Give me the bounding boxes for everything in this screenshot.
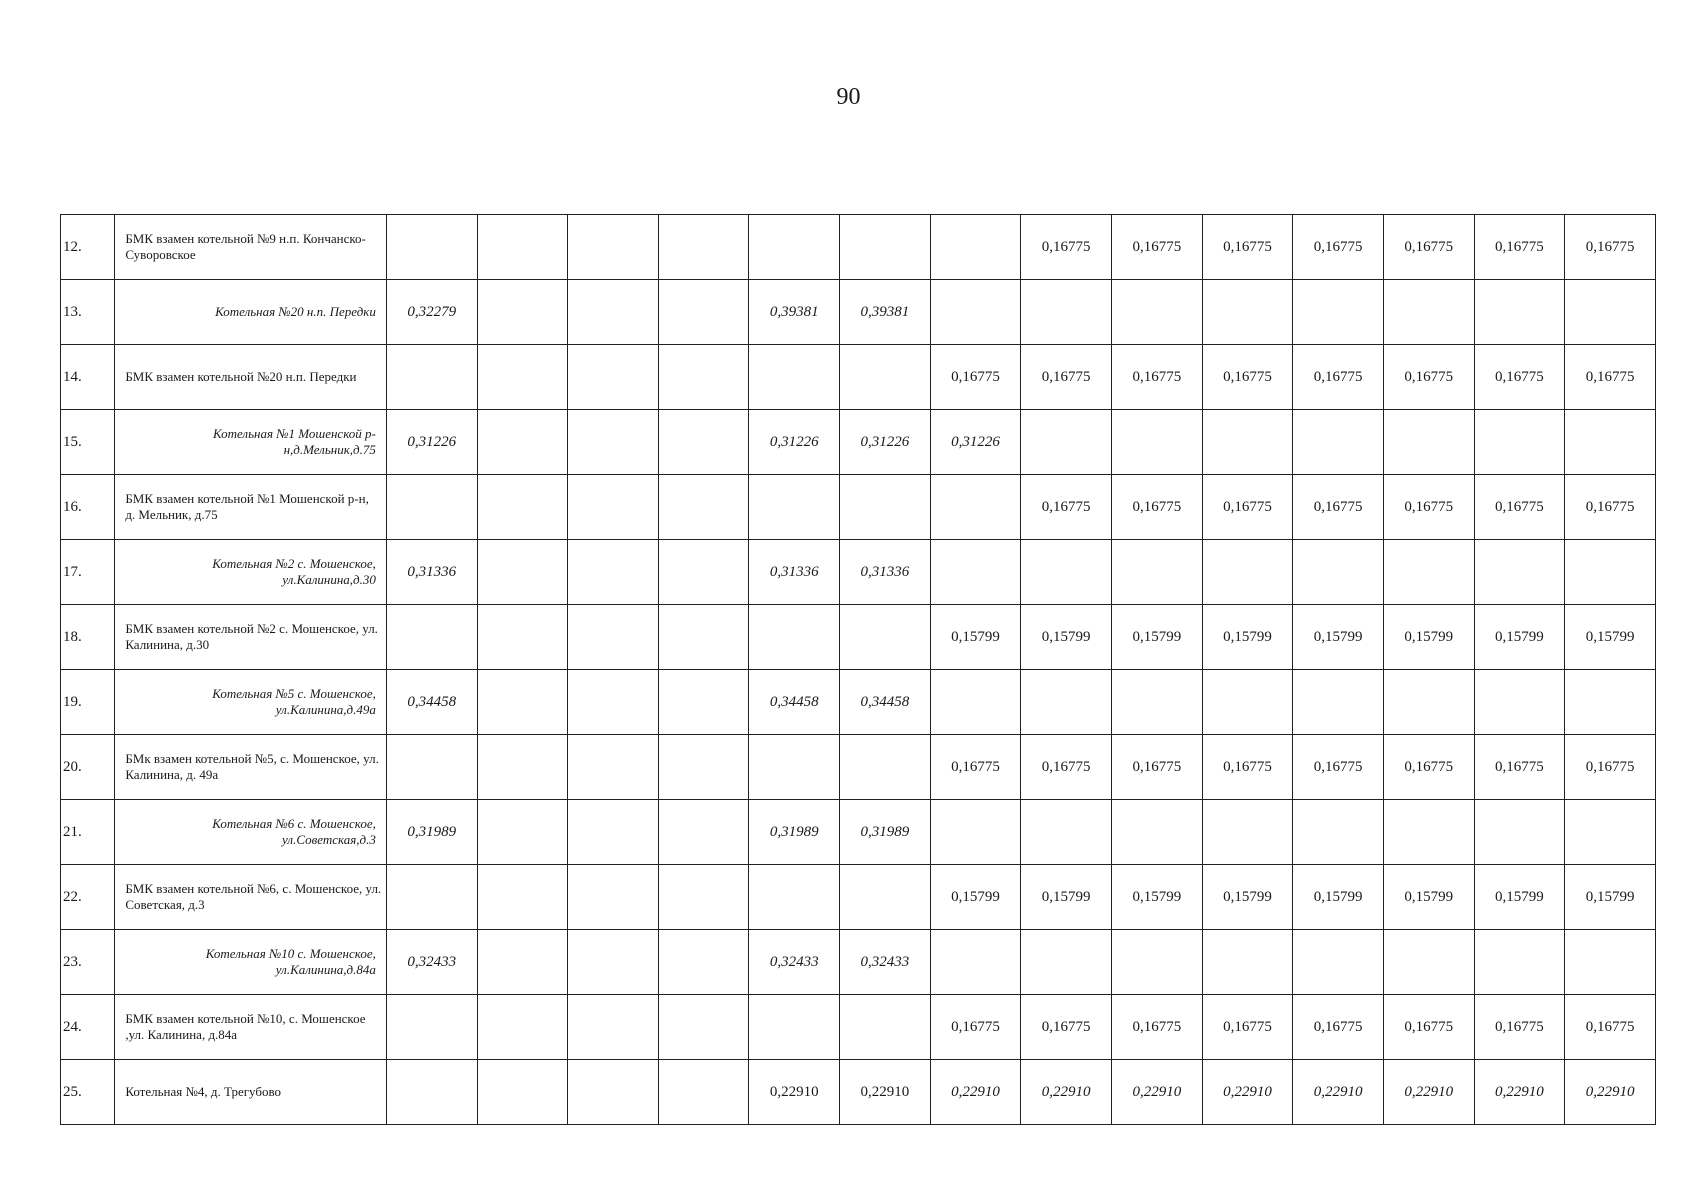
value-cell: 0,34458 [749, 670, 840, 735]
table-row [61, 930, 1656, 995]
value-cell: 0,16775 [1383, 345, 1474, 410]
value-cell [386, 735, 477, 800]
value-cell: 0,16775 [1383, 475, 1474, 540]
value-cell: 0,16775 [1112, 345, 1203, 410]
table-row [61, 345, 1656, 410]
row-number: 16. [61, 475, 115, 540]
value-cell [658, 670, 749, 735]
value-cell: 0,15799 [1202, 865, 1293, 930]
value-cell: 0,22910 [1383, 1060, 1474, 1125]
value-cell: 0,31226 [386, 410, 477, 475]
row-number: 12. [61, 215, 115, 280]
value-cell [749, 475, 840, 540]
value-cell: 0,16775 [1293, 345, 1384, 410]
value-cell [658, 800, 749, 865]
value-cell [1565, 670, 1656, 735]
value-cell [568, 540, 659, 605]
value-cell [568, 1060, 659, 1125]
table-row [61, 475, 1656, 540]
value-cell [1112, 410, 1203, 475]
value-cell: 0,15799 [1293, 865, 1384, 930]
value-cell [930, 540, 1021, 605]
value-cell [1202, 930, 1293, 995]
value-cell [568, 345, 659, 410]
value-cell [930, 280, 1021, 345]
value-cell: 0,16775 [1112, 475, 1203, 540]
value-cell [658, 930, 749, 995]
value-cell [749, 735, 840, 800]
value-cell: 0,16775 [930, 735, 1021, 800]
value-cell: 0,31989 [749, 800, 840, 865]
value-cell [568, 800, 659, 865]
facility-name: Котельная №6 с. Мошенское, ул.Советская,д.3 [115, 800, 387, 865]
value-cell: 0,15799 [1474, 865, 1565, 930]
value-cell [1112, 280, 1203, 345]
value-cell: 0,16775 [1021, 735, 1112, 800]
value-cell: 0,16775 [1565, 475, 1656, 540]
value-cell [1474, 800, 1565, 865]
value-cell: 0,16775 [1293, 215, 1384, 280]
value-cell: 0,22910 [1293, 1060, 1384, 1125]
value-cell [477, 670, 568, 735]
value-cell: 0,16775 [1474, 995, 1565, 1060]
value-cell: 0,16775 [1202, 995, 1293, 1060]
row-number: 25. [61, 1060, 115, 1125]
value-cell [386, 475, 477, 540]
value-cell: 0,16775 [1021, 215, 1112, 280]
value-cell: 0,16775 [1383, 735, 1474, 800]
value-cell [1021, 930, 1112, 995]
value-cell: 0,16775 [1112, 215, 1203, 280]
value-cell [749, 215, 840, 280]
value-cell [477, 475, 568, 540]
value-cell: 0,32279 [386, 280, 477, 345]
facility-name: БМК взамен котельной №20 н.п. Передки [115, 345, 387, 410]
facility-name: Котельная №1 Мошенской р-н,д.Мельник,д.75 [115, 410, 387, 475]
value-cell [658, 475, 749, 540]
value-cell [840, 865, 931, 930]
value-cell [749, 605, 840, 670]
value-cell [930, 475, 1021, 540]
value-cell: 0,31336 [749, 540, 840, 605]
value-cell: 0,15799 [1565, 865, 1656, 930]
value-cell: 0,16775 [1565, 215, 1656, 280]
value-cell [477, 1060, 568, 1125]
value-cell [1021, 670, 1112, 735]
value-cell [477, 865, 568, 930]
row-number: 18. [61, 605, 115, 670]
value-cell [477, 735, 568, 800]
value-cell [840, 215, 931, 280]
value-cell [1383, 280, 1474, 345]
value-cell [1474, 930, 1565, 995]
value-cell [1293, 410, 1384, 475]
value-cell [568, 865, 659, 930]
value-cell [568, 605, 659, 670]
value-cell [386, 1060, 477, 1125]
value-cell: 0,16775 [930, 345, 1021, 410]
value-cell [1383, 800, 1474, 865]
tariff-table [60, 214, 1656, 1125]
facility-name: БМК взамен котельной №6, с. Мошенское, ул. Советская, д.3 [115, 865, 387, 930]
value-cell [1565, 280, 1656, 345]
value-cell [1565, 540, 1656, 605]
value-cell: 0,16775 [1021, 995, 1112, 1060]
value-cell [1293, 800, 1384, 865]
value-cell: 0,31989 [840, 800, 931, 865]
value-cell [840, 345, 931, 410]
value-cell [386, 605, 477, 670]
value-cell: 0,22910 [930, 1060, 1021, 1125]
value-cell [386, 215, 477, 280]
value-cell [930, 930, 1021, 995]
value-cell: 0,16775 [1293, 475, 1384, 540]
value-cell [1383, 410, 1474, 475]
value-cell [658, 735, 749, 800]
facility-name: Котельная №2 с. Мошенское, ул.Калинина,д.30 [115, 540, 387, 605]
table-row [61, 670, 1656, 735]
facility-name: Котельная №10 с. Мошенское, ул.Калинина,д.84а [115, 930, 387, 995]
value-cell: 0,15799 [1112, 605, 1203, 670]
value-cell [568, 930, 659, 995]
value-cell: 0,22910 [1565, 1060, 1656, 1125]
value-cell [1565, 800, 1656, 865]
value-cell [658, 215, 749, 280]
facility-name: Котельная №4, д. Трегубово [115, 1060, 387, 1125]
table-row [61, 605, 1656, 670]
value-cell: 0,16775 [1565, 735, 1656, 800]
table-row [61, 865, 1656, 930]
value-cell [1202, 800, 1293, 865]
value-cell [658, 540, 749, 605]
facility-name: Котельная №5 с. Мошенское, ул.Калинина,д.49а [115, 670, 387, 735]
row-number: 17. [61, 540, 115, 605]
value-cell [568, 995, 659, 1060]
table-row [61, 410, 1656, 475]
value-cell: 0,15799 [1474, 605, 1565, 670]
value-cell [840, 735, 931, 800]
value-cell [1112, 800, 1203, 865]
row-number: 24. [61, 995, 115, 1060]
value-cell [1383, 540, 1474, 605]
value-cell [1021, 800, 1112, 865]
value-cell: 0,16775 [1474, 345, 1565, 410]
value-cell [930, 670, 1021, 735]
facility-name: БМк взамен котельной №5, с. Мошенское, ул. Калинина, д. 49а [115, 735, 387, 800]
value-cell: 0,32433 [840, 930, 931, 995]
value-cell: 0,16775 [1202, 475, 1293, 540]
value-cell [1112, 930, 1203, 995]
value-cell [1383, 670, 1474, 735]
table-body [61, 215, 1656, 1125]
row-number: 23. [61, 930, 115, 995]
value-cell: 0,16775 [1383, 995, 1474, 1060]
table-row [61, 280, 1656, 345]
value-cell: 0,32433 [386, 930, 477, 995]
value-cell [658, 280, 749, 345]
facility-name: БМК взамен котельной №1 Мошенской р-н, д. Мельник, д.75 [115, 475, 387, 540]
value-cell [568, 280, 659, 345]
value-cell [930, 215, 1021, 280]
value-cell: 0,16775 [1021, 475, 1112, 540]
value-cell: 0,16775 [1202, 215, 1293, 280]
value-cell [477, 605, 568, 670]
value-cell: 0,15799 [1112, 865, 1203, 930]
value-cell [1021, 540, 1112, 605]
facility-name: БМК взамен котельной №9 н.п. Кончанско-Суворовское [115, 215, 387, 280]
row-number: 20. [61, 735, 115, 800]
value-cell: 0,16775 [1565, 995, 1656, 1060]
value-cell: 0,16775 [1293, 735, 1384, 800]
value-cell [840, 475, 931, 540]
value-cell: 0,16775 [1293, 995, 1384, 1060]
value-cell: 0,16775 [1112, 995, 1203, 1060]
value-cell [1474, 280, 1565, 345]
value-cell: 0,15799 [1383, 865, 1474, 930]
value-cell: 0,15799 [930, 865, 1021, 930]
value-cell [658, 995, 749, 1060]
value-cell [568, 670, 659, 735]
value-cell [477, 280, 568, 345]
value-cell: 0,15799 [1293, 605, 1384, 670]
value-cell: 0,16775 [1565, 345, 1656, 410]
value-cell: 0,39381 [840, 280, 931, 345]
row-number: 22. [61, 865, 115, 930]
value-cell: 0,31226 [930, 410, 1021, 475]
value-cell: 0,39381 [749, 280, 840, 345]
value-cell [658, 345, 749, 410]
value-cell [749, 345, 840, 410]
value-cell [1021, 280, 1112, 345]
value-cell: 0,15799 [930, 605, 1021, 670]
value-cell [1293, 930, 1384, 995]
value-cell [749, 865, 840, 930]
value-cell [840, 605, 931, 670]
value-cell [477, 995, 568, 1060]
value-cell [749, 995, 840, 1060]
value-cell [658, 410, 749, 475]
value-cell [1202, 540, 1293, 605]
value-cell: 0,31226 [749, 410, 840, 475]
value-cell [477, 930, 568, 995]
table-row [61, 215, 1656, 280]
value-cell [386, 345, 477, 410]
value-cell: 0,15799 [1021, 865, 1112, 930]
value-cell [1383, 930, 1474, 995]
value-cell: 0,22910 [840, 1060, 931, 1125]
value-cell [386, 865, 477, 930]
value-cell [568, 215, 659, 280]
value-cell: 0,15799 [1565, 605, 1656, 670]
value-cell: 0,22910 [1021, 1060, 1112, 1125]
value-cell: 0,31336 [840, 540, 931, 605]
value-cell: 0,16775 [1474, 475, 1565, 540]
value-cell [658, 605, 749, 670]
value-cell: 0,15799 [1202, 605, 1293, 670]
value-cell [1202, 670, 1293, 735]
value-cell: 0,22910 [1112, 1060, 1203, 1125]
value-cell [1474, 410, 1565, 475]
value-cell [930, 800, 1021, 865]
value-cell: 0,31989 [386, 800, 477, 865]
value-cell: 0,16775 [1112, 735, 1203, 800]
value-cell: 0,15799 [1021, 605, 1112, 670]
value-cell: 0,31336 [386, 540, 477, 605]
row-number: 15. [61, 410, 115, 475]
value-cell [477, 215, 568, 280]
value-cell [1202, 410, 1293, 475]
value-cell [477, 410, 568, 475]
value-cell: 0,22910 [1202, 1060, 1293, 1125]
table-row [61, 800, 1656, 865]
value-cell [1293, 540, 1384, 605]
value-cell [1202, 280, 1293, 345]
value-cell [1021, 410, 1112, 475]
value-cell [386, 995, 477, 1060]
value-cell [658, 1060, 749, 1125]
value-cell [1474, 540, 1565, 605]
value-cell: 0,31226 [840, 410, 931, 475]
row-number: 14. [61, 345, 115, 410]
value-cell [1293, 280, 1384, 345]
value-cell [568, 475, 659, 540]
value-cell [1565, 930, 1656, 995]
value-cell: 0,22910 [1474, 1060, 1565, 1125]
row-number: 19. [61, 670, 115, 735]
value-cell: 0,32433 [749, 930, 840, 995]
value-cell: 0,15799 [1383, 605, 1474, 670]
value-cell [1112, 670, 1203, 735]
value-cell: 0,34458 [840, 670, 931, 735]
value-cell: 0,16775 [1474, 735, 1565, 800]
value-cell [477, 540, 568, 605]
value-cell [840, 995, 931, 1060]
value-cell: 0,16775 [1202, 345, 1293, 410]
page-number: 90 [836, 84, 861, 110]
value-cell [1112, 540, 1203, 605]
facility-name: БМК взамен котельной №10, с. Мошенское ,ул. Калинина, д.84а [115, 995, 387, 1060]
value-cell [1474, 670, 1565, 735]
table-row [61, 540, 1656, 605]
value-cell [1293, 670, 1384, 735]
row-number: 21. [61, 800, 115, 865]
value-cell: 0,16775 [1474, 215, 1565, 280]
value-cell [477, 800, 568, 865]
table-row [61, 735, 1656, 800]
facility-name: БМК взамен котельной №2 с. Мошенское, ул. Калинина, д.30 [115, 605, 387, 670]
value-cell [568, 410, 659, 475]
value-cell: 0,16775 [930, 995, 1021, 1060]
value-cell [1565, 410, 1656, 475]
value-cell: 0,16775 [1021, 345, 1112, 410]
value-cell [658, 865, 749, 930]
row-number: 13. [61, 280, 115, 345]
value-cell: 0,16775 [1383, 215, 1474, 280]
value-cell: 0,16775 [1202, 735, 1293, 800]
value-cell: 0,34458 [386, 670, 477, 735]
value-cell [568, 735, 659, 800]
facility-name: Котельная №20 н.п. Передки [115, 280, 387, 345]
value-cell [477, 345, 568, 410]
table-row [61, 995, 1656, 1060]
value-cell: 0,22910 [749, 1060, 840, 1125]
table-row [61, 1060, 1656, 1125]
